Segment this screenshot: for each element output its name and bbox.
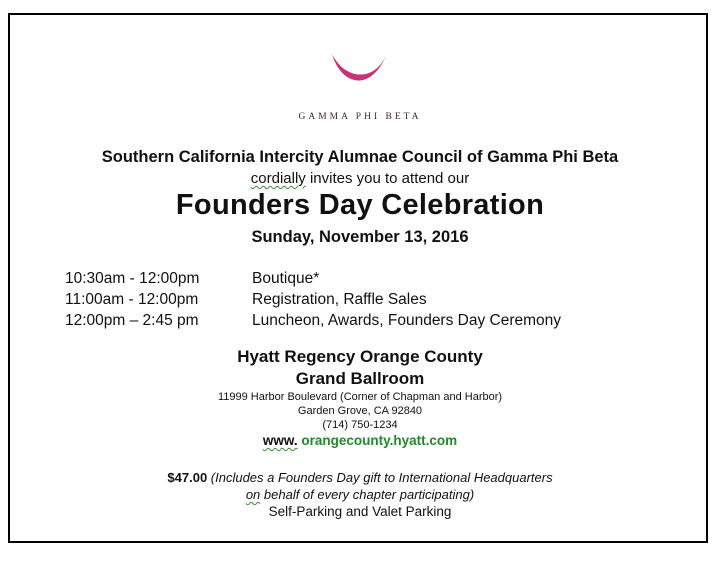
price-note-continued (0, 487, 720, 502)
schedule-row (65, 291, 561, 312)
schedule-list (65, 270, 561, 333)
schedule-event: Registration, Raffle Sales (252, 291, 427, 308)
price-note-rest: behalf of every chapter participating) (260, 487, 475, 502)
council-heading: Southern California Intercity Alumnae Council of Gamma Phi Beta (101, 148, 619, 166)
website-domain: orangecounty.hyatt.com (297, 433, 458, 448)
schedule-time: 12:00pm – 2:45 pm (65, 312, 199, 329)
invitation-line (0, 170, 720, 187)
schedule-row (65, 312, 561, 333)
venue-website-link[interactable] (0, 433, 720, 448)
crescent-moon-logo (330, 48, 390, 94)
price-note: (Includes a Founders Day gift to International Headquarters (207, 470, 553, 485)
invite-rest: invites you to attend our (305, 170, 470, 187)
schedule-event: Boutique* (252, 270, 320, 287)
parking-info: Self-Parking and Valet Parking (268, 504, 452, 519)
price-note-on: on (245, 487, 261, 502)
schedule-time: 11:00am - 12:00pm (65, 291, 199, 308)
schedule-time: 10:30am - 12:00pm (65, 270, 200, 287)
schedule-event: Luncheon, Awards, Founders Day Ceremony (252, 312, 562, 329)
event-date: Sunday, November 13, 2016 (251, 228, 469, 246)
website-prefix: www. (262, 433, 298, 448)
venue-city: Garden Grove, CA 92840 (297, 405, 423, 417)
venue-name: Hyatt Regency Orange County (237, 347, 483, 366)
logo-wordmark: GAMMA PHI BETA (298, 112, 422, 122)
venue-phone: (714) 750-1234 (322, 419, 398, 431)
venue-room: Grand Ballroom (295, 369, 425, 388)
venue-address: 11999 Harbor Boulevard (Corner of Chapman and Harbor) (217, 391, 503, 403)
schedule-row (65, 270, 561, 291)
event-title: Founders Day Celebration (175, 189, 545, 221)
invite-word: cordially (250, 170, 306, 187)
price-amount: $47.00 (167, 470, 208, 485)
price-line (0, 470, 720, 485)
